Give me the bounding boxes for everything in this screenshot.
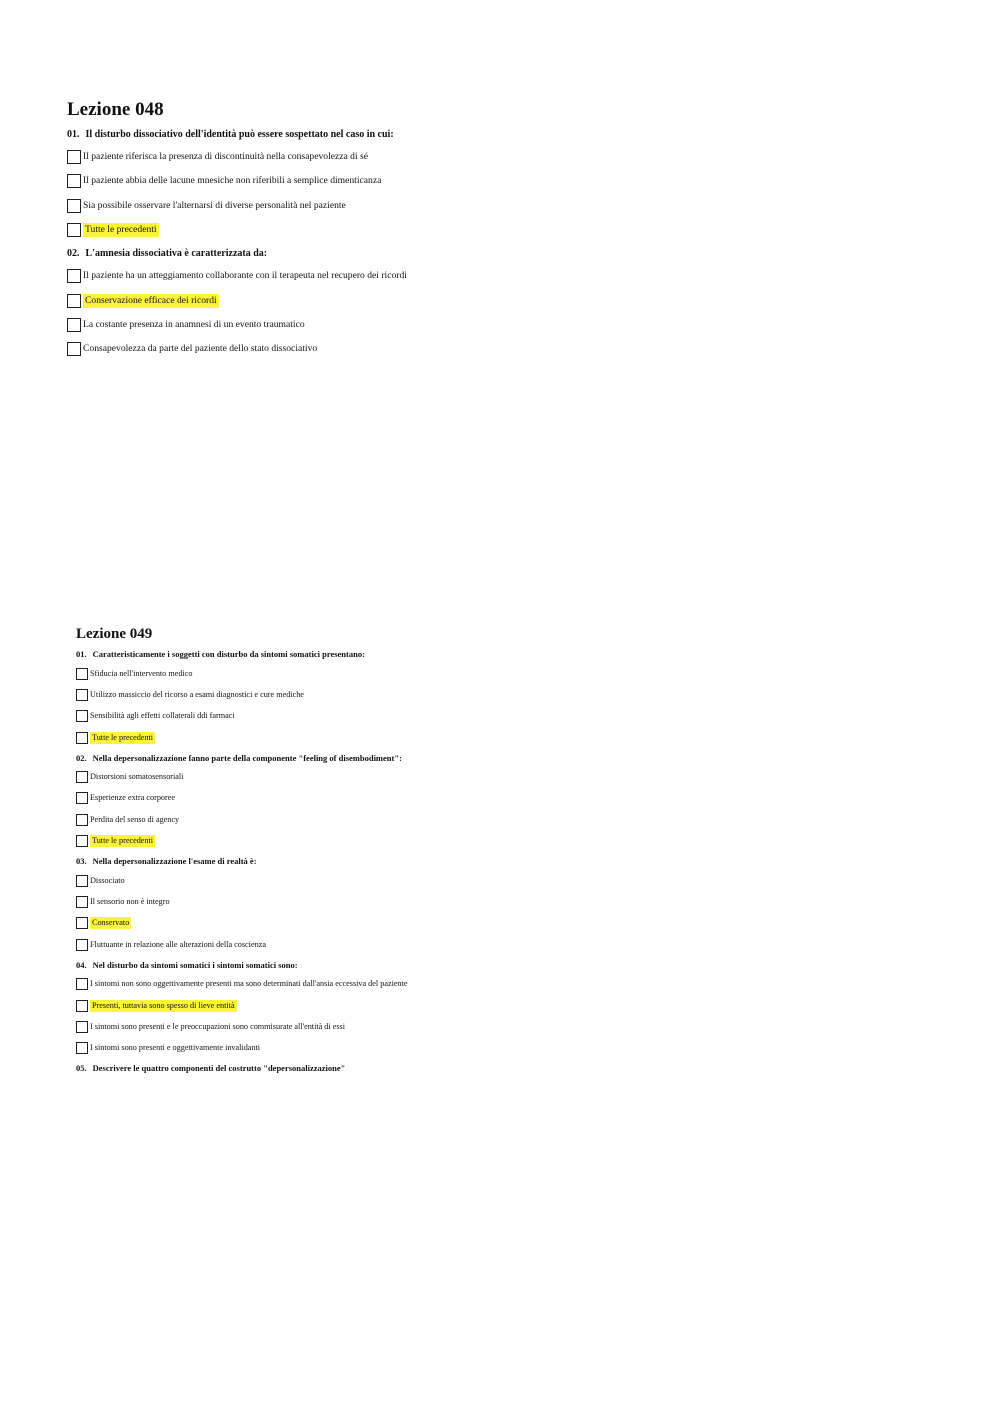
checkbox-icon[interactable]	[76, 1042, 88, 1054]
answer-text: Il sensorio non è integro	[90, 897, 170, 907]
answer-option[interactable]	[67, 341, 407, 357]
answer-option[interactable]	[76, 938, 408, 951]
question-label: Caratteristicamente i soggetti con disturbo da sintomi somatici presentano:	[92, 649, 365, 659]
checkbox-icon[interactable]	[76, 710, 88, 722]
question-block	[76, 649, 408, 744]
answer-option[interactable]	[67, 198, 407, 214]
checkbox-icon[interactable]	[76, 917, 88, 929]
answer-option[interactable]	[76, 917, 408, 930]
answer-option[interactable]	[76, 667, 408, 680]
answer-option[interactable]	[67, 173, 407, 189]
answer-option[interactable]	[76, 1020, 408, 1033]
answer-text: Il paziente abbia delle lacune mnesiche non riferibili a semplice dimenticanza	[83, 175, 382, 187]
question-block	[67, 247, 407, 357]
answer-option[interactable]	[67, 293, 407, 309]
answer-options	[76, 978, 408, 1055]
answer-text: Utilizzo massiccio del ricorso a esami diagnostici e cure mediche	[90, 689, 304, 699]
question-text	[76, 1063, 408, 1074]
answer-text: Fluttuante in relazione alle alterazioni della coscienza	[90, 939, 266, 949]
answer-text-highlighted: Tutte le precedenti	[85, 224, 157, 236]
question-text	[76, 856, 408, 867]
checkbox-icon[interactable]	[76, 835, 88, 847]
answer-option[interactable]	[76, 792, 408, 805]
checkbox-icon[interactable]	[76, 939, 88, 951]
answer-option[interactable]	[76, 1042, 408, 1055]
question-number: 01.	[76, 649, 87, 659]
answer-text: I sintomi non sono oggettivamente presenti ma sono determinati dall'ansia eccessiva del paziente	[90, 979, 408, 989]
question-text	[76, 960, 408, 971]
question-label: Descrivere le quattro componenti del costrutto "depersonalizzazione"	[92, 1063, 346, 1074]
answer-option[interactable]	[67, 268, 407, 284]
answer-text: Sia possibile osservare l'alternarsi di diverse personalità nel paziente	[83, 199, 346, 211]
answer-text-highlighted: Presenti, tuttavia sono spesso di lieve entità	[92, 1000, 235, 1010]
answer-text: Il paziente ha un atteggiamento collaborante con il terapeuta nel recupero dei ricordi	[83, 270, 407, 282]
answer-option[interactable]	[76, 688, 408, 701]
question-block	[76, 960, 408, 1055]
answer-options	[67, 149, 407, 238]
question-number: 02.	[67, 248, 80, 260]
answer-option[interactable]	[76, 813, 408, 826]
checkbox-icon[interactable]	[67, 269, 81, 283]
question-label: Nel disturbo da sintomi somatici i sintomi somatici sono:	[92, 959, 298, 970]
question-number: 05.	[76, 1063, 87, 1074]
answer-text: Esperienze extra corporee	[90, 793, 176, 803]
checkbox-icon[interactable]	[76, 732, 88, 744]
checkbox-icon[interactable]	[76, 1021, 88, 1033]
answer-option[interactable]	[76, 835, 408, 848]
checkbox-icon[interactable]	[76, 792, 88, 804]
checkbox-icon[interactable]	[76, 814, 88, 826]
answer-option[interactable]	[76, 978, 408, 991]
answer-text: I sintomi sono presenti e oggettivamente invalidanti	[90, 1043, 261, 1053]
lesson-title: Lezione 048	[67, 99, 164, 120]
question-number: 02.	[76, 752, 87, 763]
checkbox-icon[interactable]	[76, 668, 88, 680]
answer-text: La costante presenza in anamnesi di un evento traumatico	[83, 318, 305, 330]
question-label: L'amnesia dissociativa è caratterizzata da:	[85, 248, 268, 260]
question-number: 04.	[76, 959, 87, 970]
checkbox-icon[interactable]	[67, 150, 81, 164]
answer-text: Perdita del senso di agency	[90, 814, 180, 824]
answer-options	[76, 874, 408, 951]
answer-text: I sintomi sono presenti e le preoccupazioni sono commisurate all'entità di essi	[90, 1021, 345, 1031]
checkbox-icon[interactable]	[76, 896, 88, 908]
answer-option[interactable]	[76, 710, 408, 723]
question-label: Il disturbo dissociativo dell'identità può essere sospettato nel caso in cui:	[85, 129, 394, 140]
answer-option[interactable]	[67, 317, 407, 333]
answer-options	[76, 771, 408, 848]
answer-option[interactable]	[76, 771, 408, 784]
answer-options	[67, 268, 407, 357]
answer-option[interactable]	[76, 731, 408, 744]
checkbox-icon[interactable]	[76, 978, 88, 990]
answer-text-highlighted: Conservato	[92, 918, 130, 928]
answer-text: Distorsioni somatosensoriali	[90, 772, 184, 782]
question-label: Nella depersonalizzazione l'esame di realtà è:	[92, 856, 257, 867]
checkbox-icon[interactable]	[67, 223, 81, 237]
checkbox-icon[interactable]	[67, 318, 81, 332]
answer-text: Il paziente riferisca la presenza di discontinuità nella consapevolezza di sé	[83, 151, 369, 162]
question-block	[76, 753, 408, 848]
checkbox-icon[interactable]	[67, 199, 81, 213]
question-block	[67, 128, 407, 238]
question-block	[76, 856, 408, 951]
checkbox-icon[interactable]	[67, 342, 81, 356]
answer-option[interactable]	[76, 999, 408, 1012]
lesson-title: Lezione 049	[76, 626, 153, 642]
checkbox-icon[interactable]	[76, 689, 88, 701]
checkbox-icon[interactable]	[67, 294, 81, 308]
question-text	[76, 649, 408, 660]
lesson-048-section	[67, 98, 407, 366]
answer-option[interactable]	[76, 874, 408, 887]
answer-option[interactable]	[67, 222, 407, 238]
question-text	[67, 128, 407, 141]
lesson-049-section	[76, 624, 408, 1082]
question-text	[67, 247, 407, 260]
answer-option[interactable]	[67, 149, 407, 165]
checkbox-icon[interactable]	[76, 1000, 88, 1012]
checkbox-icon[interactable]	[76, 875, 88, 887]
question-block	[76, 1063, 408, 1074]
answer-option[interactable]	[76, 896, 408, 909]
answer-text: Sfiducia nell'intervento medico	[90, 668, 193, 678]
answer-text-highlighted: Tutte le precedenti	[92, 836, 154, 846]
answer-text-highlighted: Tutte le precedenti	[92, 732, 154, 742]
checkbox-icon[interactable]	[67, 174, 81, 188]
answer-text: Consapevolezza da parte del paziente dello stato dissociativo	[83, 343, 318, 355]
question-text	[76, 753, 408, 764]
answer-text-highlighted: Conservazione efficace dei ricordi	[85, 294, 217, 306]
question-number: 03.	[76, 856, 87, 867]
answer-text: Sensibilità agli effetti collaterali ddi farmaci	[90, 711, 235, 721]
question-number: 01.	[67, 129, 80, 140]
question-label: Nella depersonalizzazione fanno parte della componente "feeling of disembodiment":	[92, 752, 402, 763]
checkbox-icon[interactable]	[76, 771, 88, 783]
answer-options	[76, 667, 408, 744]
answer-text: Dissociato	[90, 875, 125, 885]
